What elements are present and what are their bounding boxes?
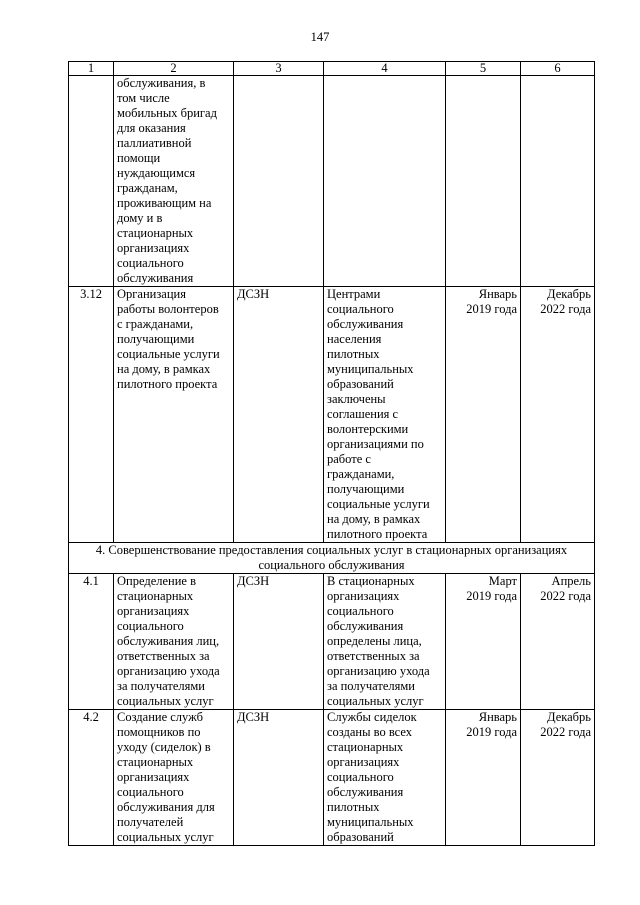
start-date-line: 2019 года — [466, 302, 517, 316]
column-number: 3 — [234, 62, 324, 76]
start-date-cell — [446, 710, 521, 846]
column-number: 2 — [114, 62, 234, 76]
responsible-executor-cell — [234, 574, 324, 710]
end-date-line: 2022 года — [540, 725, 591, 739]
activity-name-line: организацию ухода — [117, 664, 220, 678]
expected-result-line: соглашения с — [327, 407, 399, 421]
activity-name-line: стационарных — [117, 589, 194, 603]
page-number: 147 — [310, 30, 330, 44]
column-number: 6 — [521, 62, 595, 76]
activity-name-line: мобильных бригад — [117, 106, 217, 120]
activity-name-line: социальных услуг — [117, 694, 214, 708]
expected-result-line: образований — [327, 377, 394, 391]
activity-name-cell — [114, 287, 234, 543]
table-row — [69, 287, 595, 543]
column-number: 1 — [69, 62, 114, 76]
expected-result-line: ответственных за — [327, 649, 420, 663]
expected-result-line: образований — [327, 830, 394, 844]
expected-result-line: организацию ухода — [327, 664, 430, 678]
activity-name-line: дому и в — [117, 211, 163, 225]
activity-name-line: организациях — [117, 770, 190, 784]
start-date-line: 2019 года — [466, 725, 517, 739]
end-date-cell — [521, 710, 595, 846]
expected-result-line: созданы во всех — [327, 725, 412, 739]
activity-name-line: обслуживания для — [117, 800, 215, 814]
expected-result-cell — [324, 287, 446, 543]
item-number: 4.1 — [69, 574, 114, 710]
activity-name-line: социального — [117, 256, 184, 270]
expected-result-line: В стационарных — [327, 574, 415, 588]
expected-result-line: организациях — [327, 589, 400, 603]
section-heading — [69, 543, 595, 574]
responsible-executor-cell — [234, 287, 324, 543]
activity-name-line: обслуживания лиц, — [117, 634, 220, 648]
expected-result-line: за получателями — [327, 679, 415, 693]
item-number — [69, 76, 114, 287]
responsible-executor-cell — [234, 710, 324, 846]
expected-result-cell — [324, 710, 446, 846]
expected-result-line: Службы сиделок — [327, 710, 417, 724]
activity-name-cell — [114, 76, 234, 287]
end-date-line: Декабрь — [547, 287, 591, 301]
expected-result-line: социального — [327, 302, 394, 316]
end-date-line: 2022 года — [540, 589, 591, 603]
column-number: 4 — [324, 62, 446, 76]
expected-result-line: пилотных — [327, 347, 380, 361]
activity-name-line: получателей — [117, 815, 184, 829]
plan-table — [68, 61, 595, 846]
activity-name-line: том числе — [117, 91, 170, 105]
end-date-line: Декабрь — [547, 710, 591, 724]
expected-result-line: социального — [327, 770, 394, 784]
section-heading-line: 4. Совершенствование предоставления социальных услуг в стационарных организациях — [95, 543, 568, 557]
table-row — [69, 574, 595, 710]
activity-name-line: помощников по — [117, 725, 201, 739]
expected-result-line: организациями по — [327, 437, 424, 451]
expected-result-line: социальных услуг — [327, 694, 424, 708]
expected-result-line: заключены — [327, 392, 386, 406]
end-date-cell — [521, 574, 595, 710]
table-row — [69, 710, 595, 846]
activity-name-line: с гражданами, — [117, 317, 194, 331]
expected-result-line: населения — [327, 332, 382, 346]
activity-name-line: уходу (сиделок) в — [117, 740, 211, 754]
activity-name-line: Организация — [117, 287, 186, 301]
activity-name-line: стационарных — [117, 226, 194, 240]
activity-name-line: Определение в — [117, 574, 196, 588]
responsible-executor-line: ДСЗН — [237, 710, 270, 724]
activity-name-line: помощи — [117, 151, 161, 165]
start-date-line: Январь — [478, 287, 517, 301]
activity-name-line: социальные услуги — [117, 347, 220, 361]
expected-result-line: пилотного проекта — [327, 527, 428, 541]
activity-name-line: обслуживания — [117, 271, 194, 285]
expected-result-line: социального — [327, 604, 394, 618]
activity-name-line: организациях — [117, 241, 190, 255]
expected-result-line: пилотных — [327, 800, 380, 814]
expected-result-line: волонтерскими — [327, 422, 409, 436]
responsible-executor-line: ДСЗН — [237, 287, 270, 301]
column-number: 5 — [446, 62, 521, 76]
activity-name-line: Создание служб — [117, 710, 203, 724]
expected-result-line: Центрами — [327, 287, 381, 301]
expected-result-line: социальные услуги — [327, 497, 430, 511]
expected-result-line: муниципальных — [327, 815, 414, 829]
start-date-cell — [446, 287, 521, 543]
activity-name-line: нуждающимся — [117, 166, 196, 180]
expected-result-line: обслуживания — [327, 619, 404, 633]
expected-result-cell — [324, 574, 446, 710]
activity-name-line: гражданам, — [117, 181, 178, 195]
responsible-executor-cell — [234, 76, 324, 287]
start-date-cell — [446, 574, 521, 710]
expected-result-line: муниципальных — [327, 362, 414, 376]
expected-result-line: гражданами, — [327, 467, 395, 481]
expected-result-line: работе с — [327, 452, 371, 466]
table-row — [69, 76, 595, 287]
activity-name-line: организациях — [117, 604, 190, 618]
section-heading-line: социального обслуживания — [258, 558, 405, 572]
activity-name-line: за получателями — [117, 679, 205, 693]
item-number: 4.2 — [69, 710, 114, 846]
expected-result-line: получающими — [327, 482, 405, 496]
item-number: 3.12 — [69, 287, 114, 543]
end-date-line: Апрель — [551, 574, 591, 588]
activity-name-line: социального — [117, 785, 184, 799]
responsible-executor-line: ДСЗН — [237, 574, 270, 588]
expected-result-line: стационарных — [327, 740, 404, 754]
start-date-line: Январь — [478, 710, 517, 724]
start-date-line: Март — [488, 574, 517, 588]
activity-name-line: для оказания — [117, 121, 186, 135]
section-heading-row — [69, 543, 595, 574]
activity-name-line: социальных услуг — [117, 830, 214, 844]
activity-name-line: проживающим на — [117, 196, 212, 210]
activity-name-line: ответственных за — [117, 649, 210, 663]
expected-result-line: на дому, в рамках — [327, 512, 421, 526]
start-date-line: 2019 года — [466, 589, 517, 603]
start-date-cell — [446, 76, 521, 287]
expected-result-line: определены лица, — [327, 634, 422, 648]
activity-name-line: на дому, в рамках — [117, 362, 211, 376]
expected-result-line: обслуживания — [327, 317, 404, 331]
activity-name-line: паллиативной — [117, 136, 192, 150]
end-date-cell — [521, 287, 595, 543]
activity-name-line: обслуживания, в — [117, 76, 206, 90]
activity-name-cell — [114, 710, 234, 846]
expected-result-line: организациях — [327, 755, 400, 769]
activity-name-line: пилотного проекта — [117, 377, 218, 391]
expected-result-line: обслуживания — [327, 785, 404, 799]
end-date-cell — [521, 76, 595, 287]
activity-name-cell — [114, 574, 234, 710]
end-date-line: 2022 года — [540, 302, 591, 316]
activity-name-line: работы волонтеров — [117, 302, 219, 316]
expected-result-cell — [324, 76, 446, 287]
activity-name-line: стационарных — [117, 755, 194, 769]
activity-name-line: получающими — [117, 332, 195, 346]
column-number-row — [69, 62, 595, 76]
activity-name-line: социального — [117, 619, 184, 633]
